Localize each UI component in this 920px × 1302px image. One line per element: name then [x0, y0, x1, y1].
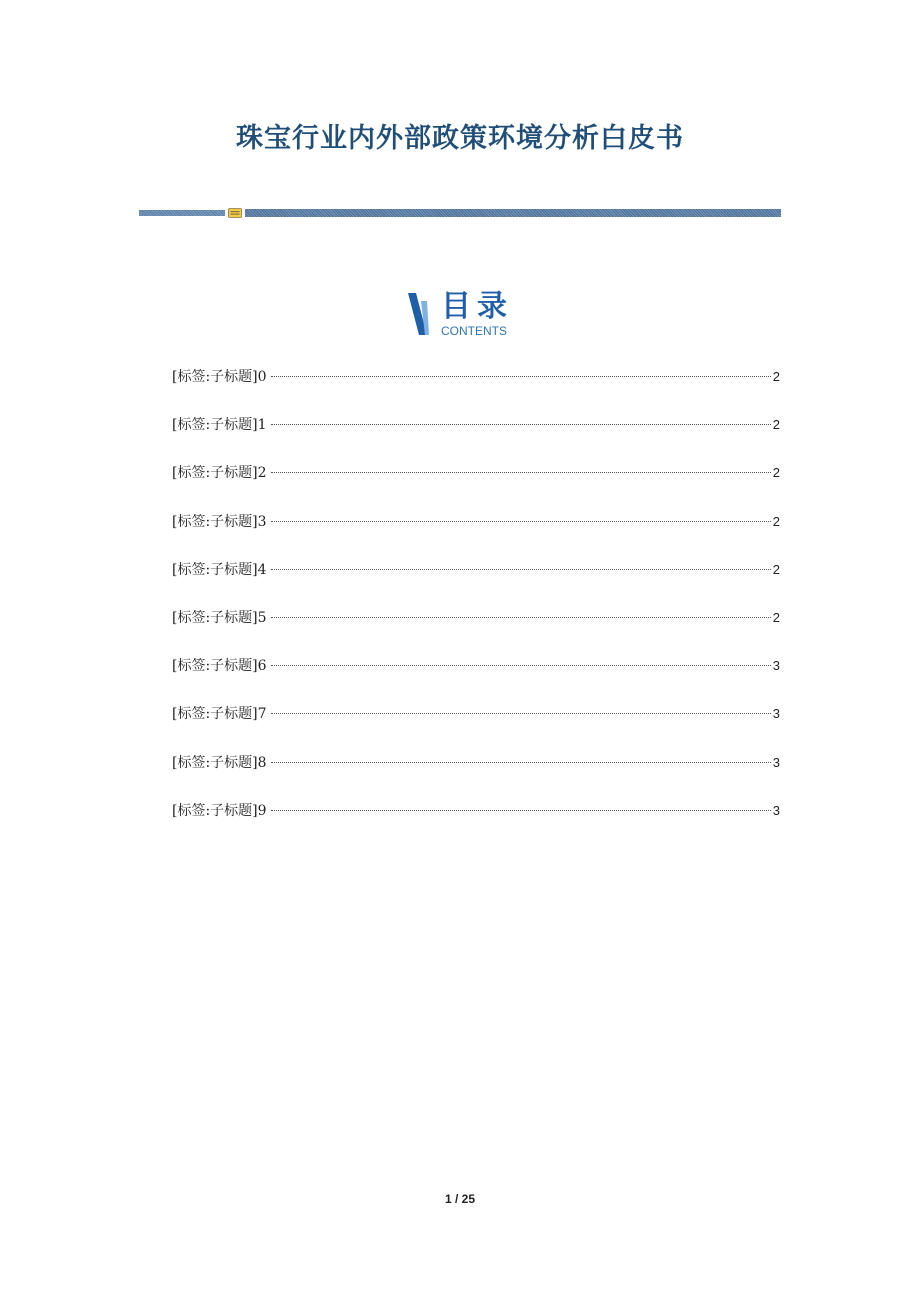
toc-entry-page[interactable]: 2	[772, 513, 780, 529]
divider-left-bar	[139, 210, 225, 216]
toc-bookmark-icon	[405, 293, 431, 339]
folder-emblem-icon	[228, 207, 242, 219]
toc-list	[172, 366, 780, 848]
toc-leader-dots	[271, 424, 771, 425]
toc-entry-label[interactable]: [标签:子标题]4	[172, 561, 267, 578]
toc-leader-dots	[271, 376, 771, 377]
document-title: 珠宝行业内外部政策环境分析白皮书	[236, 123, 684, 154]
toc-leader-dots	[271, 713, 771, 714]
toc-entry-page[interactable]: 2	[772, 417, 780, 433]
toc-leader-dots	[271, 810, 771, 811]
toc-entry-label[interactable]: [标签:子标题]0	[172, 369, 267, 385]
toc-entry[interactable]	[172, 752, 780, 800]
toc-entry[interactable]	[172, 655, 780, 703]
toc-entry[interactable]	[172, 800, 780, 848]
toc-entry-page[interactable]: 2	[772, 465, 780, 481]
toc-leader-dots	[271, 569, 771, 570]
toc-entry[interactable]	[172, 462, 780, 510]
toc-entry-page[interactable]: 2	[772, 561, 780, 577]
toc-entry-label[interactable]: [标签:子标题]8	[172, 754, 267, 771]
toc-entry-page[interactable]: 3	[772, 658, 780, 674]
toc-entry-page[interactable]: 2	[772, 369, 780, 384]
divider-right-bar	[245, 209, 781, 217]
toc-entry[interactable]	[172, 703, 780, 751]
toc-entry-page[interactable]: 3	[772, 754, 780, 770]
toc-entry-label[interactable]: [标签:子标题]3	[172, 513, 267, 530]
toc-entry[interactable]	[172, 414, 780, 462]
toc-heading	[405, 289, 525, 341]
title-divider	[139, 207, 781, 219]
toc-entry-label[interactable]: [标签:子标题]7	[172, 706, 267, 723]
toc-entry-label[interactable]: [标签:子标题]1	[172, 417, 267, 434]
toc-entry-page[interactable]: 3	[772, 802, 780, 818]
toc-entry-page[interactable]: 3	[772, 706, 780, 722]
toc-entry[interactable]	[172, 511, 780, 559]
toc-leader-dots	[271, 762, 771, 763]
toc-leader-dots	[271, 472, 771, 473]
toc-entry[interactable]	[172, 366, 780, 414]
toc-entry-label[interactable]: [标签:子标题]2	[172, 465, 267, 482]
toc-entry-label[interactable]: [标签:子标题]9	[172, 802, 267, 819]
toc-entry[interactable]	[172, 607, 780, 655]
toc-leader-dots	[271, 521, 771, 522]
toc-entry[interactable]	[172, 559, 780, 607]
toc-entry-page[interactable]: 2	[772, 609, 780, 625]
toc-leader-dots	[271, 617, 771, 618]
toc-entry-label[interactable]: [标签:子标题]6	[172, 658, 267, 675]
toc-entry-label[interactable]: [标签:子标题]5	[172, 609, 267, 626]
toc-leader-dots	[271, 665, 771, 666]
page-number: 1 / 25	[444, 1192, 476, 1206]
toc-title: 目录	[441, 289, 513, 324]
toc-subtitle: CONTENTS	[441, 324, 507, 338]
